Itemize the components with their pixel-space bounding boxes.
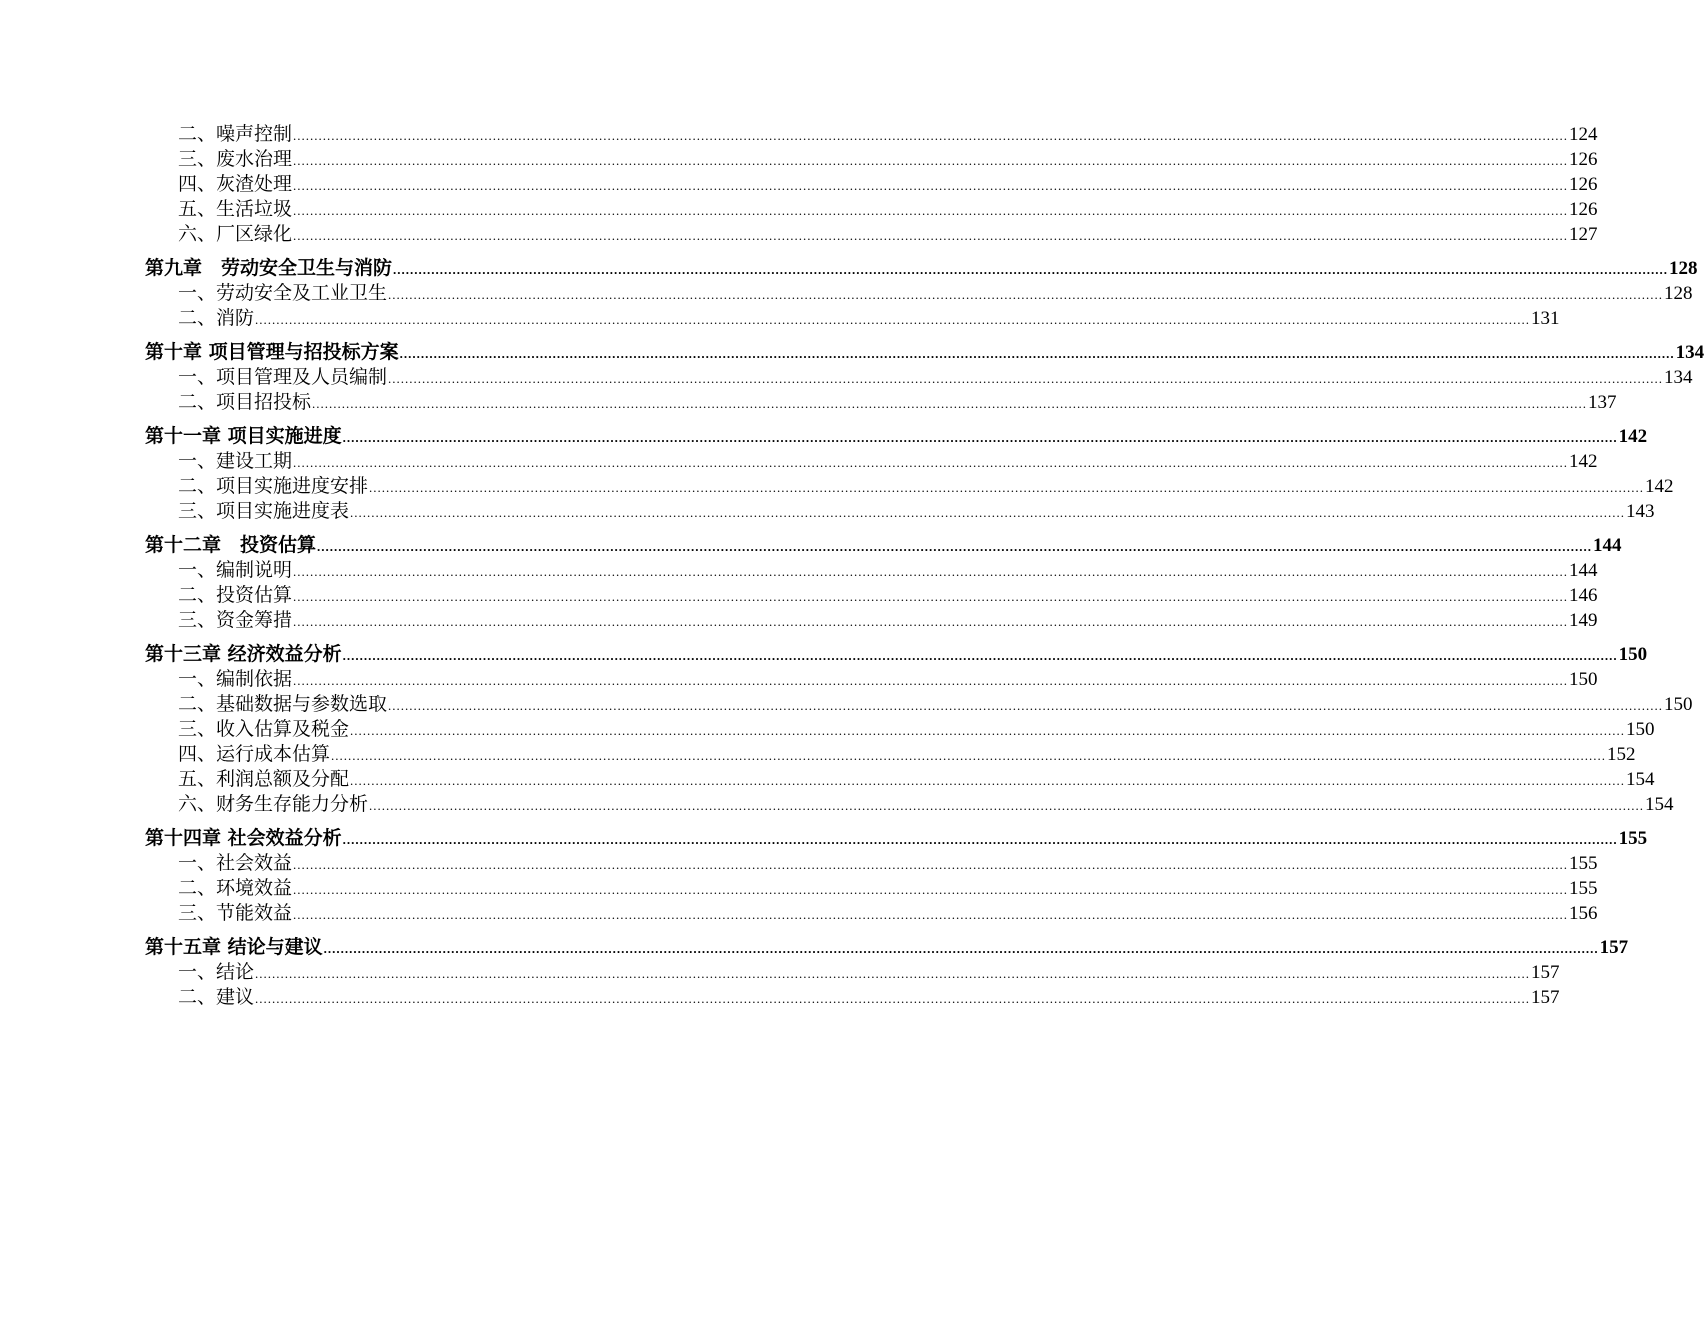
toc-section-entry[interactable] xyxy=(145,692,1693,717)
toc-section-entry[interactable] xyxy=(145,792,1674,817)
toc-section-entry[interactable] xyxy=(145,901,1598,926)
toc-entry-title: 一、项目管理及人员编制 xyxy=(178,366,388,388)
toc-chapter-entry[interactable] xyxy=(145,533,1622,558)
toc-entry-title: 一、建设工期 xyxy=(178,450,293,472)
toc-entry-title: 六、财务生存能力分析 xyxy=(178,793,369,815)
toc-leader-dots: ............................................................................................................................................................................................................................................................................................................ xyxy=(293,203,1569,218)
toc-leader-dots: ............................................................................................................................................................................................................................................................................................................ xyxy=(312,396,1588,411)
toc-leader-dots: ............................................................................................................................................................................................................................................................................................................ xyxy=(293,857,1569,872)
toc-leader-dots: ............................................................................................................................................................................................................................................................................................................ xyxy=(388,698,1664,713)
toc-page-number: 142 xyxy=(1569,451,1598,472)
toc-page-number: 156 xyxy=(1569,903,1598,924)
toc-page-number: 154 xyxy=(1626,769,1655,790)
toc-page-number: 131 xyxy=(1531,308,1560,329)
toc-entry-title: 二、环境效益 xyxy=(178,877,293,899)
toc-section-entry[interactable] xyxy=(145,717,1655,742)
toc-chapter-entry[interactable] xyxy=(145,340,1704,365)
toc-chapter-entry[interactable] xyxy=(145,256,1698,281)
toc-page-number: 155 xyxy=(1569,853,1598,874)
toc-page-number: 142 xyxy=(1618,426,1648,447)
toc-page-number: 157 xyxy=(1531,987,1560,1008)
toc-section-entry[interactable] xyxy=(145,767,1655,792)
toc-page-number: 126 xyxy=(1569,199,1598,220)
toc-entry-title: 第十五章 结论与建议 xyxy=(145,936,323,958)
toc-page-number: 134 xyxy=(1664,367,1693,388)
toc-chapter-entry[interactable] xyxy=(145,424,1648,449)
toc-page-number: 149 xyxy=(1569,610,1598,631)
toc-page-number: 144 xyxy=(1593,535,1622,556)
toc-leader-dots: ............................................................................................................................................................................................................................................................................................................ xyxy=(255,312,1531,327)
toc-page-number: 150 xyxy=(1569,669,1598,690)
toc-page-number: 154 xyxy=(1645,794,1674,815)
toc-section-entry[interactable] xyxy=(145,390,1617,415)
toc-entry-title: 第十三章 经济效益分析 xyxy=(145,643,342,665)
toc-leader-dots: ............................................................................................................................................................................................................................................................................................................ xyxy=(331,748,1607,763)
toc-section-entry[interactable] xyxy=(145,449,1598,474)
toc-page-number: 150 xyxy=(1664,694,1693,715)
toc-entry-title: 四、灰渣处理 xyxy=(178,173,293,195)
toc-section-entry[interactable] xyxy=(145,960,1560,985)
toc-page-number: 155 xyxy=(1618,828,1648,849)
toc-entry-title: 一、劳动安全及工业卫生 xyxy=(178,282,388,304)
toc-entry-title: 三、收入估算及税金 xyxy=(178,718,350,740)
toc-section-entry[interactable] xyxy=(145,742,1636,767)
toc-page-number: 157 xyxy=(1599,937,1629,958)
toc-page-number: 144 xyxy=(1569,560,1598,581)
toc-leader-dots: ............................................................................................................................................................................................................................................................................................................ xyxy=(350,723,1626,738)
toc-leader-dots: ............................................................................................................................................................................................................................................................................................................ xyxy=(388,287,1664,302)
toc-entry-title: 三、废水治理 xyxy=(178,148,293,170)
toc-section-entry[interactable] xyxy=(145,122,1598,147)
toc-section-entry[interactable] xyxy=(145,499,1655,524)
toc-page-number: 142 xyxy=(1645,476,1674,497)
toc-entry-title: 二、建议 xyxy=(178,986,255,1008)
toc-leader-dots: ............................................................................................................................................................................................................................................................................................................ xyxy=(255,991,1531,1006)
toc-leader-dots: ............................................................................................................................................................................................................................................................................................................ xyxy=(323,941,1599,956)
toc-page-number: 152 xyxy=(1607,744,1636,765)
toc-section-entry[interactable] xyxy=(145,281,1693,306)
toc-page-number: 126 xyxy=(1569,149,1598,170)
toc-entry-title: 五、利润总额及分配 xyxy=(178,768,350,790)
toc-chapter-entry[interactable] xyxy=(145,935,1629,960)
toc-entry-title: 一、社会效益 xyxy=(178,852,293,874)
toc-section-entry[interactable] xyxy=(145,558,1598,583)
toc-entry-title: 一、编制说明 xyxy=(178,559,293,581)
toc-page-number: 134 xyxy=(1675,342,1704,363)
toc-section-entry[interactable] xyxy=(145,608,1598,633)
toc-leader-dots: ............................................................................................................................................................................................................................................................................................................ xyxy=(369,798,1645,813)
toc-entry-title: 二、基础数据与参数选取 xyxy=(178,693,388,715)
toc-entry-title: 五、生活垃圾 xyxy=(178,198,293,220)
toc-section-entry[interactable] xyxy=(145,365,1693,390)
toc-leader-dots: ............................................................................................................................................................................................................................................................................................................ xyxy=(293,178,1569,193)
toc-section-entry[interactable] xyxy=(145,851,1598,876)
toc-leader-dots: ............................................................................................................................................................................................................................................................................................................ xyxy=(293,128,1569,143)
toc-entry-title: 二、消防 xyxy=(178,307,255,329)
toc-section-entry[interactable] xyxy=(145,985,1560,1010)
toc-leader-dots: ............................................................................................................................................................................................................................................................................................................ xyxy=(393,262,1669,277)
toc-section-entry[interactable] xyxy=(145,197,1598,222)
toc-section-entry[interactable] xyxy=(145,474,1674,499)
toc-leader-dots: ............................................................................................................................................................................................................................................................................................................ xyxy=(350,505,1626,520)
toc-leader-dots: ............................................................................................................................................................................................................................................................................................................ xyxy=(342,648,1618,663)
toc-page-number: 128 xyxy=(1669,258,1698,279)
toc-entry-title: 二、噪声控制 xyxy=(178,123,293,145)
toc-page-number: 128 xyxy=(1664,283,1693,304)
toc-page-number: 126 xyxy=(1569,174,1598,195)
toc-leader-dots: ............................................................................................................................................................................................................................................................................................................ xyxy=(255,966,1531,981)
toc-entry-title: 第九章 劳动安全卫生与消防 xyxy=(145,257,393,279)
toc-entry-title: 一、编制依据 xyxy=(178,668,293,690)
toc-leader-dots: ............................................................................................................................................................................................................................................................................................................ xyxy=(342,832,1618,847)
toc-entry-title: 四、运行成本估算 xyxy=(178,743,331,765)
toc-section-entry[interactable] xyxy=(145,583,1598,608)
toc-entry-title: 一、结论 xyxy=(178,961,255,983)
toc-page-number: 150 xyxy=(1618,644,1648,665)
toc-entry-title: 第十章 项目管理与招投标方案 xyxy=(145,341,399,363)
toc-entry-title: 第十四章 社会效益分析 xyxy=(145,827,342,849)
toc-section-entry[interactable] xyxy=(145,306,1560,331)
toc-entry-title: 第十一章 项目实施进度 xyxy=(145,425,342,447)
toc-entry-title: 第十二章 投资估算 xyxy=(145,534,317,556)
toc-leader-dots: ............................................................................................................................................................................................................................................................................................................ xyxy=(293,614,1569,629)
toc-leader-dots: ............................................................................................................................................................................................................................................................................................................ xyxy=(293,907,1569,922)
toc-page-number: 127 xyxy=(1569,224,1598,245)
toc-chapter-entry[interactable] xyxy=(145,826,1648,851)
toc-page-number: 137 xyxy=(1588,392,1617,413)
toc-entry-title: 二、投资估算 xyxy=(178,584,293,606)
toc-leader-dots: ............................................................................................................................................................................................................................................................................................................ xyxy=(293,564,1569,579)
toc-chapter-entry[interactable] xyxy=(145,642,1648,667)
toc-page-number: 150 xyxy=(1626,719,1655,740)
toc-leader-dots: ............................................................................................................................................................................................................................................................................................................ xyxy=(293,673,1569,688)
toc-leader-dots: ............................................................................................................................................................................................................................................................................................................ xyxy=(388,371,1664,386)
toc-page-number: 124 xyxy=(1569,124,1598,145)
toc-leader-dots: ............................................................................................................................................................................................................................................................................................................ xyxy=(293,882,1569,897)
toc-page-number: 155 xyxy=(1569,878,1598,899)
toc-leader-dots: ............................................................................................................................................................................................................................................................................................................ xyxy=(293,153,1569,168)
toc-leader-dots: ............................................................................................................................................................................................................................................................................................................ xyxy=(350,773,1626,788)
table-of-contents xyxy=(145,122,1704,1010)
toc-entry-title: 三、项目实施进度表 xyxy=(178,500,350,522)
toc-leader-dots: ............................................................................................................................................................................................................................................................................................................ xyxy=(369,480,1645,495)
toc-section-entry[interactable] xyxy=(145,172,1598,197)
toc-section-entry[interactable] xyxy=(145,222,1598,247)
toc-leader-dots: ............................................................................................................................................................................................................................................................................................................ xyxy=(293,228,1569,243)
toc-section-entry[interactable] xyxy=(145,667,1598,692)
toc-leader-dots: ............................................................................................................................................................................................................................................................................................................ xyxy=(293,455,1569,470)
toc-page-number: 146 xyxy=(1569,585,1598,606)
toc-entry-title: 二、项目招投标 xyxy=(178,391,312,413)
toc-page-number: 143 xyxy=(1626,501,1655,522)
toc-leader-dots: ............................................................................................................................................................................................................................................................................................................ xyxy=(293,589,1569,604)
toc-leader-dots: ............................................................................................................................................................................................................................................................................................................ xyxy=(317,539,1593,554)
toc-section-entry[interactable] xyxy=(145,147,1598,172)
toc-page-number: 157 xyxy=(1531,962,1560,983)
toc-leader-dots: ............................................................................................................................................................................................................................................................................................................ xyxy=(399,346,1675,361)
toc-entry-title: 三、资金筹措 xyxy=(178,609,293,631)
toc-entry-title: 三、节能效益 xyxy=(178,902,293,924)
toc-entry-title: 六、厂区绿化 xyxy=(178,223,293,245)
toc-section-entry[interactable] xyxy=(145,876,1598,901)
toc-leader-dots: ............................................................................................................................................................................................................................................................................................................ xyxy=(342,430,1618,445)
toc-entry-title: 二、项目实施进度安排 xyxy=(178,475,369,497)
